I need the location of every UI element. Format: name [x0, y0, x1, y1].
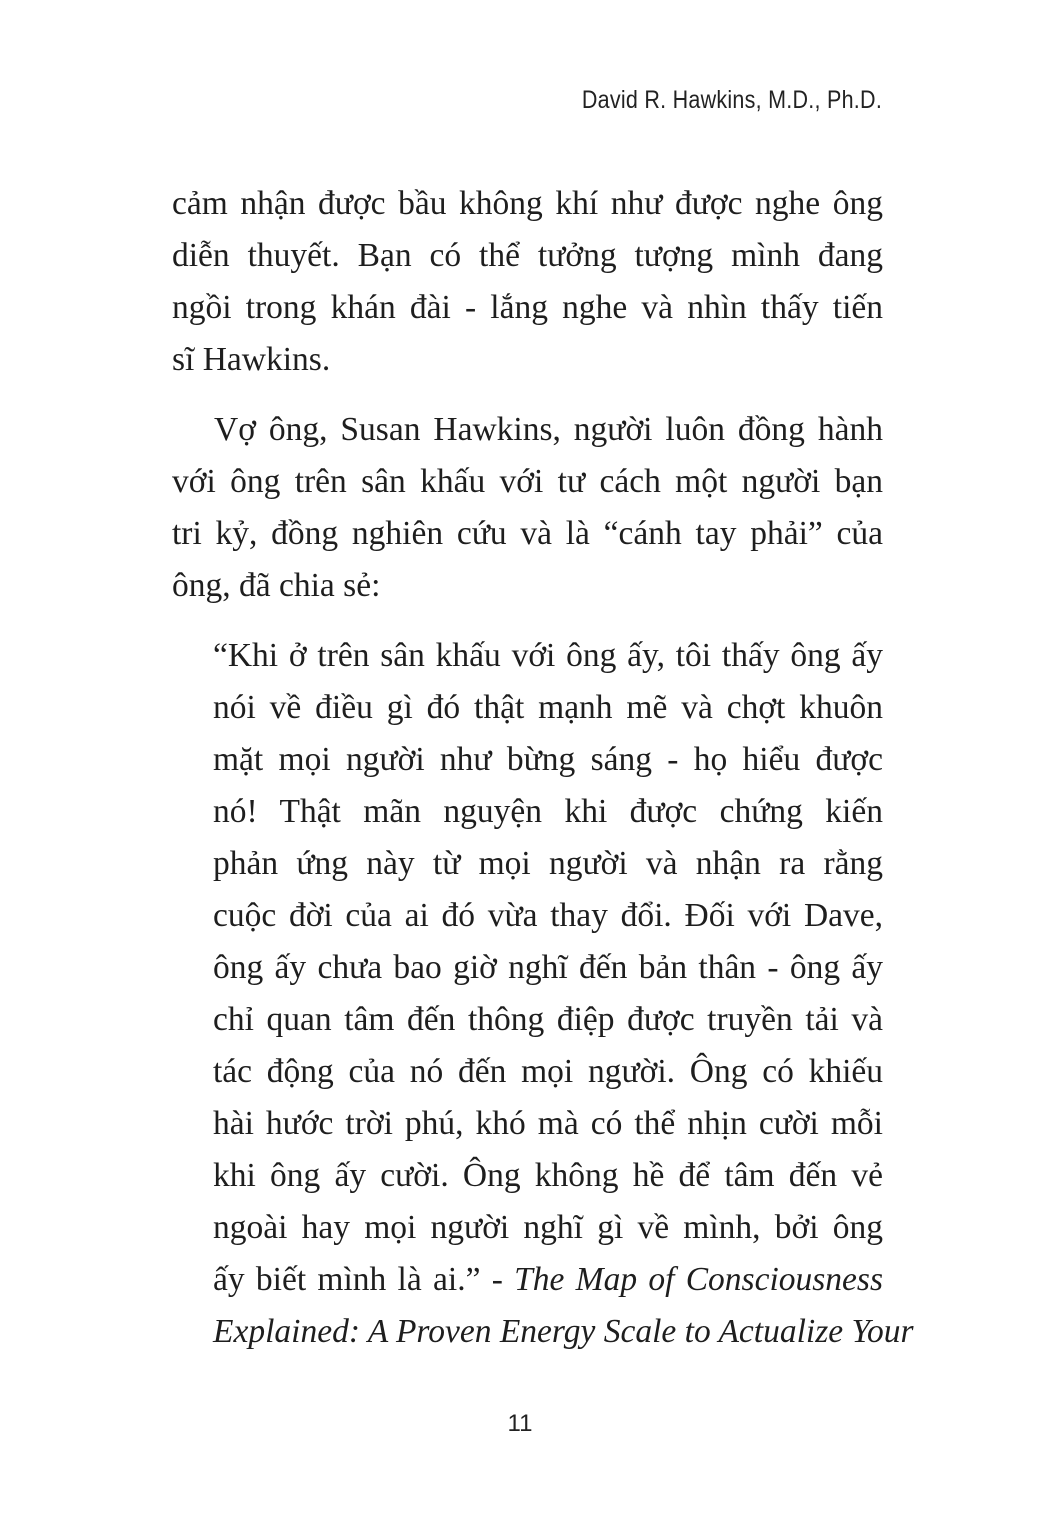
text-line: diễn thuyết. Bạn có thể tưởng tượng mình đang — [172, 237, 883, 274]
quote-closing-text: ấy biết mình là ai.” - — [213, 1261, 515, 1298]
page-number: 11 — [507, 1410, 533, 1437]
text-line: Vợ ông, Susan Hawkins, người luôn đồng hành — [214, 411, 883, 448]
quote-line: khi ông ấy cười. Ông không hề để tâm đến vẻ — [213, 1157, 883, 1194]
quote-line: ông ấy chưa bao giờ nghĩ đến bản thân - ông ấy — [213, 949, 883, 986]
quote-line: chỉ quan tâm đến thông điệp được truyền tải và — [213, 1001, 883, 1038]
quote-line: “Khi ở trên sân khấu với ông ấy, tôi thấy ông ấy — [213, 637, 883, 674]
book-title-citation-continued: Explained: A Proven Energy Scale to Actualize Your — [213, 1313, 914, 1350]
quote-line: cuộc đời của ai đó vừa thay đổi. Đối với Dave, — [213, 897, 883, 934]
quote-line: phản ứng này từ mọi người và nhận ra rằng — [213, 845, 883, 882]
text-line: ông, đã chia sẻ: — [172, 567, 381, 604]
quote-line: nói về điều gì đó thật mạnh mẽ và chợt khuôn — [213, 689, 883, 726]
quote-line: nó! Thật mãn nguyện khi được chứng kiến — [213, 793, 883, 830]
text-line: với ông trên sân khấu với tư cách một người bạn — [172, 463, 883, 500]
quote-line: ngoài hay mọi người nghĩ gì về mình, bởi ông — [213, 1209, 883, 1246]
text-line: sĩ Hawkins. — [172, 341, 331, 378]
paragraph-2 — [172, 404, 883, 612]
book-title-citation: The Map of Consciousness — [514, 1261, 883, 1298]
quote-closing-line — [213, 1254, 883, 1306]
quote-line: tác động của nó đến mọi người. Ông có khiếu — [213, 1053, 883, 1090]
text-line: tri kỷ, đồng nghiên cứu và là “cánh tay phải” của — [172, 515, 883, 552]
page-body — [172, 178, 914, 1358]
quote-line: hài hước trời phú, khó mà có thể nhịn cười mỗi — [213, 1105, 883, 1142]
quote-line: mặt mọi người như bừng sáng - họ hiểu được — [213, 741, 883, 778]
text-line: ngồi trong khán đài - lắng nghe và nhìn thấy tiến — [172, 289, 883, 326]
block-quote — [172, 630, 914, 1358]
running-header-author: David R. Hawkins, M.D., Ph.D. — [581, 86, 882, 114]
text-line: cảm nhận được bầu không khí như được nghe ông — [172, 185, 883, 222]
paragraph-1 — [172, 178, 883, 386]
